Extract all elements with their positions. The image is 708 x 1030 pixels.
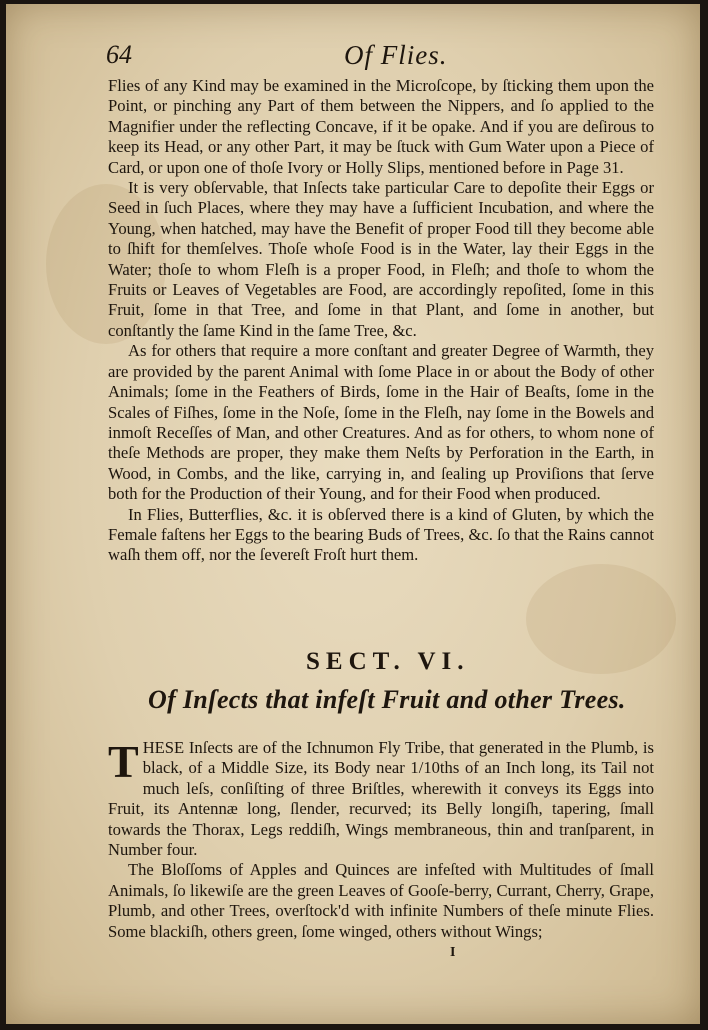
paragraph: The Bloſſoms of Apples and Quinces are infeſted with Multitudes of ſmall Animals, ſo likewiſe are the green Leaves of Gooſe-berry, Currant, Cherry, Grape, Plumb, and other Trees, overſtock'd with infinite Numbers of theſe minute Flies. Some blackiſh, others green, ſome winged, others without Wings; xyxy=(108,860,654,941)
paragraph: As for others that require a more conſtant and greater Degree of Warmth, they are provided by the parent Animal with ſome Place in or about the Body of other Animals; ſome in the Feathers of Birds, ſome in the Hair of Beaſts, ſome in the Scales of Fiſhes, ſome in the Noſe, ſome in the Fleſh, nay ſome in the Bowels and inmoſt Receſſes of Man, and other Creatures. And as for others, to whom none of theſe Methods are proper, they make them Neſts by Perforation in the Earth, in Wood, in Combs, and the like, carrying in, and ſealing up Proviſions that ſerve both for the Production of their Young, and for their Food when produced. xyxy=(108,341,654,504)
body-text-before xyxy=(108,76,654,566)
paragraph xyxy=(108,738,654,860)
drop-cap: T xyxy=(108,736,139,787)
paragraph: In Flies, Butterflies, &c. it is obſerved there is a kind of Gluten, by which the Female faſtens her Eggs to the bearing Buds of Trees, &c. ſo that the Rains cannot waſh them off, nor the ſevereſt Froſt hurt them. xyxy=(108,504,654,565)
section-title: Of Inſects that infeſt Fruit and other Trees. xyxy=(148,685,626,714)
book-page xyxy=(6,4,700,1024)
paragraph-text: HESE Inſects are of the Ichnumon Fly Tribe, that generated in the Plumb, is black, of a Middle Size, its Body near 1/10ths of an Inch long, its Tail not much leſs, conſiſting of three Briſtles, wherewith it conveys its Eggs into Fruit, its Antennæ long, ſlender, recurved; its Belly longiſh, tapering, ſmall towards the Thorax, Legs reddiſh, Wings membraneous, thin and tranſparent, in Number four. xyxy=(108,738,654,860)
page-number: 64 xyxy=(106,40,132,69)
section-heading: SECT. VI. xyxy=(306,648,470,675)
page-header xyxy=(106,40,670,80)
running-title: Of Flies. xyxy=(344,40,448,70)
body-text-after xyxy=(108,738,654,942)
signature-mark: I xyxy=(450,945,456,960)
paragraph: Flies of any Kind may be examined in the Microſcope, by ſticking them upon the Point, or pinching any Part of them between the Nippers, and ſo applied to the Magnifier under the reflecting Concave, if it be opake. And if you are deſirous to keep its Head, or any other Part, it may be ſtuck with Gum Water upon a Piece of Card, or upon one of thoſe Ivory or Holly Slips, mentioned before in Page 31. xyxy=(108,76,654,177)
paper-stain xyxy=(526,564,676,674)
paragraph: It is very obſervable, that Inſects take particular Care to depoſite their Eggs or Seed in ſuch Places, where they may have a ſufficient Incubation, and where the Young, when hatched, may have the Benefit of proper Food till they become able to ſhift for themſelves. Thoſe whoſe Food is in the Water, lay their Eggs in the Water; thoſe to whom Fleſh is a proper Food, in Fleſh; and thoſe to whom the Fruits or Leaves of Vegetables are Food, are accordingly repoſited, ſome in this Fruit, ſome in that Tree, and ſome in that Plant, and ſome in another, but conſtantly the ſame Kind in the ſame Tree, &c. xyxy=(108,178,654,340)
